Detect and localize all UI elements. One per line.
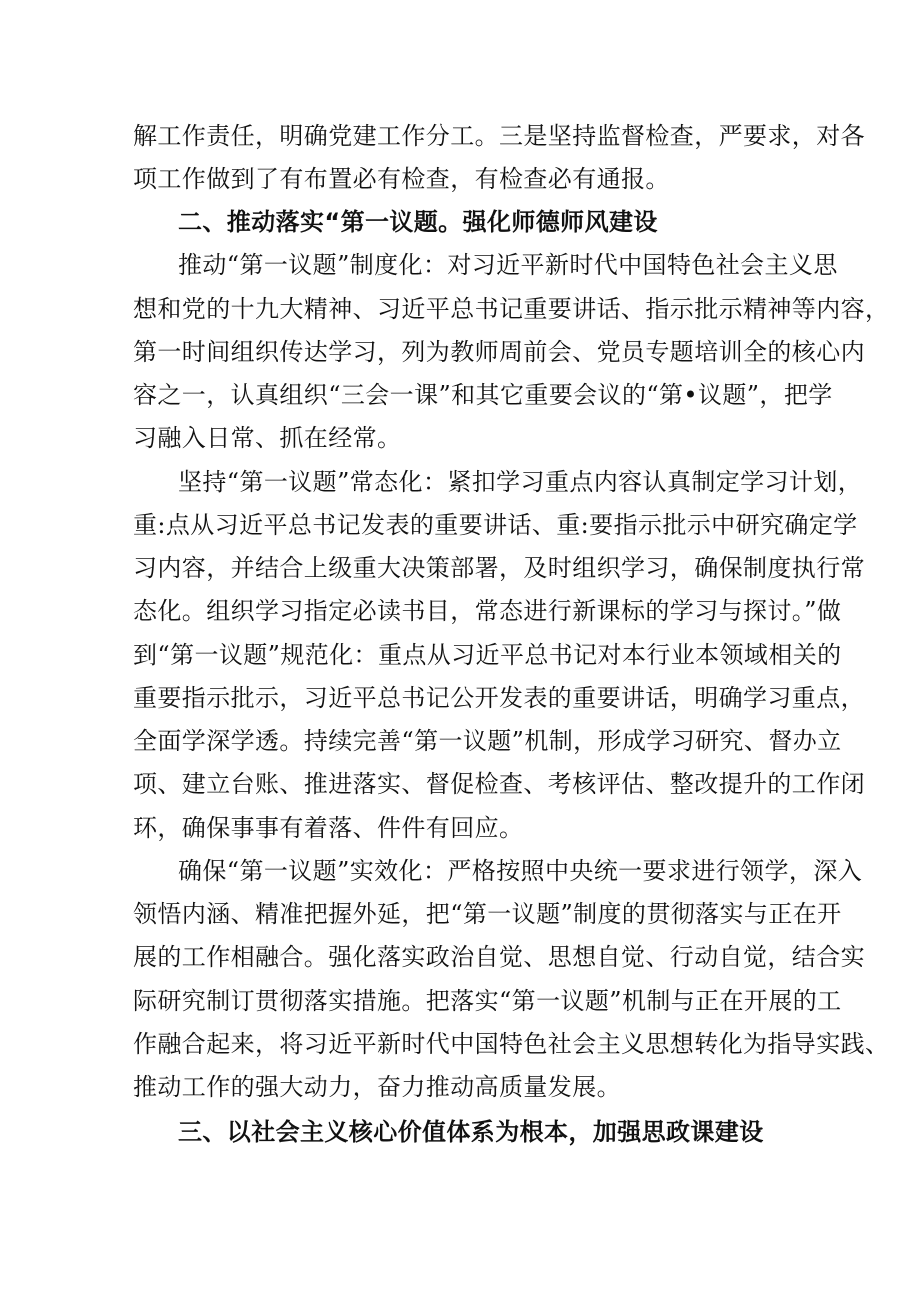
body-line: 环，确保事事有着落、件件有回应。	[133, 814, 524, 842]
body-line: 解工作责任，明确党建工作分工。三是坚持监督检查，严要求，对各	[133, 122, 865, 150]
body-line: 第一时间组织传达学习，列为教师周前会、党员专题培训全的核心内	[133, 338, 865, 366]
body-line: 展的工作相融合。强化落实政治自觉、思想自觉、行动自觉，结合实	[133, 943, 865, 971]
body-line: 推动工作的强大动力，奋力推动高质量发展。	[133, 1073, 621, 1101]
body-line: 习融入日常、抓在经常。	[133, 424, 402, 452]
body-line: 际研究制订贯彻落实措施。把落实“第一议题”机制与正在开展的工	[133, 987, 842, 1015]
body-line: 项工作做到了有布置必有检查，有检查必有通报。	[133, 165, 670, 193]
paragraph-first-line: 坚持“第一议题”常态化：紧扣学习重点内容认真制定学习计划，	[178, 468, 863, 496]
body-line: 想和党的十九大精神、习近平总书记重要讲话、指示批示精神等内容，	[133, 295, 890, 323]
body-line: 全面学深学透。持续完善“第一议题”机制，形成学习研究、督办立	[133, 727, 842, 755]
body-line: 项、建立台账、推进落实、督促检查、考核评估、整改提升的工作闭	[133, 770, 865, 798]
paragraph-first-line: 推动“第一议题”制度化：对习近平新时代中国特色社会主义思	[178, 251, 838, 279]
body-line: 重要指示批示，习近平总书记公开发表的重要讲话，明确学习重点，	[133, 684, 865, 712]
body-line: 容之一，认真组织“三会一课”和其它重要会议的“第•议题”，把学	[133, 381, 833, 409]
body-line: 态化。组织学习指定必读书目，常态进行新课标的学习与探讨。”做	[133, 597, 842, 625]
body-line: 作融合起来，将习近平新时代中国特色社会主义思想转化为指导实践、	[133, 1030, 890, 1058]
body-line: 习内容，并结合上级重大决策部署，及时组织学习，确保制度执行常	[133, 554, 865, 582]
body-line: 重:点从习近平总书记发表的重要讲话、重:要指示批示中研究确定学	[133, 511, 858, 539]
section-heading-3: 三、以社会主义核心价值体系为根本，加强思政课建设	[178, 1118, 764, 1146]
body-line: 到“第一议题”规范化：重点从习近平总书记对本行业本领域相关的	[133, 641, 842, 669]
section-heading-2: 二、推动落实“第一议题。强化师德师风建设	[178, 208, 658, 236]
body-line: 领悟内涵、精准把握外延，把“第一议题”制度的贯彻落实与正在开	[133, 900, 842, 928]
paragraph-first-line: 确保“第一议题”实效化：严格按照中央统一要求进行领学，深入	[178, 857, 863, 885]
